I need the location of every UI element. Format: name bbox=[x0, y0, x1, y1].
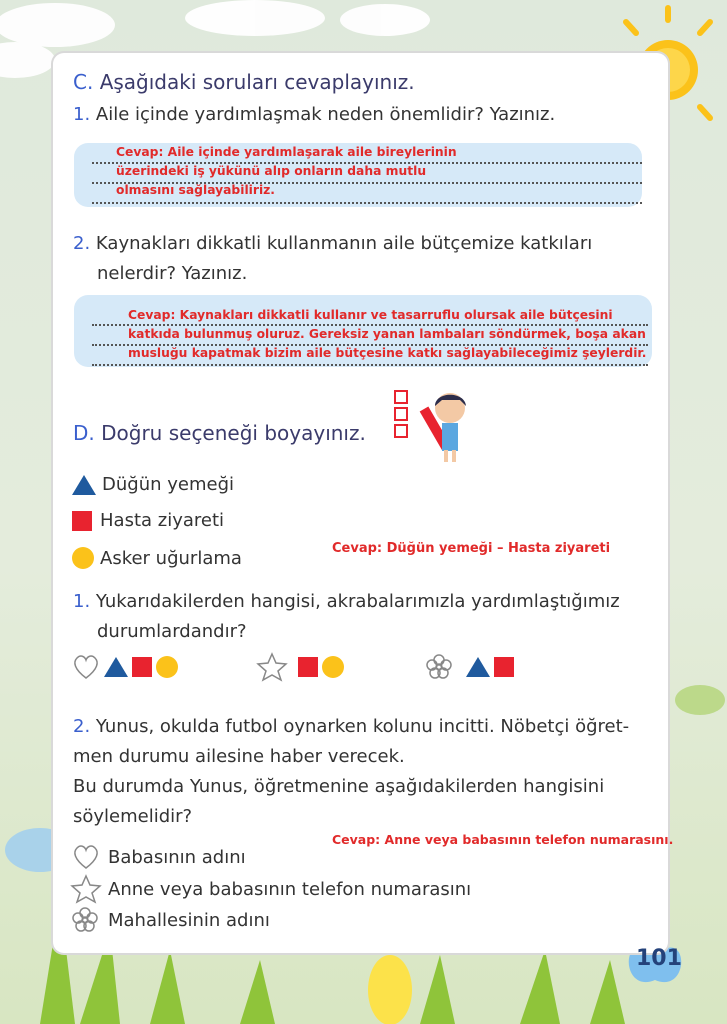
triangle-icon bbox=[466, 657, 490, 677]
circle-icon bbox=[156, 656, 178, 678]
square-icon bbox=[72, 511, 92, 531]
triangle-icon bbox=[104, 657, 128, 677]
section-c-question-1: 1. Aile içinde yardımlaşmak neden önemlidir? Yazınız. bbox=[73, 104, 556, 125]
legend-item-square: Hasta ziyareti bbox=[72, 510, 224, 531]
star-icon bbox=[256, 652, 288, 682]
flower-icon bbox=[424, 652, 454, 682]
section-d-question-2: 2. Yunus, okulda futbol oynarken kolunu incitti. Nöbetçi öğret- men durumu ailesine haber verecek. Bu durumda Yunus, öğretmenine aşağıdakilerden hangisini söylemelidir? bbox=[73, 716, 630, 827]
choice-heart[interactable]: Babasının adını bbox=[72, 844, 246, 870]
legend-item-circle: Asker uğurlama bbox=[72, 547, 242, 569]
circle-icon bbox=[322, 656, 344, 678]
section-c-question-2: 2. Kaynakları dikkatli kullanmanın aile bütçemize katkıları nelerdir? Yazınız. bbox=[73, 233, 593, 284]
star-icon bbox=[70, 874, 102, 904]
page-number: 101 bbox=[636, 946, 682, 971]
answer-option-star[interactable] bbox=[256, 652, 344, 682]
heart-icon bbox=[72, 654, 100, 680]
section-c-title: C. Aşağıdaki soruları cevaplayınız. bbox=[73, 70, 415, 94]
section-d-question-1: 1. Yukarıdakilerden hangisi, akrabalarımızla yardımlaştığımız durumlardandır? bbox=[73, 591, 620, 642]
square-icon bbox=[494, 657, 514, 677]
question-2-answer: Cevap: Anne veya babasının telefon numarasını. bbox=[332, 832, 674, 847]
dotted-line bbox=[92, 364, 648, 366]
square-icon bbox=[298, 657, 318, 677]
flower-icon bbox=[70, 905, 100, 935]
answer-text-c2: Cevap: Kaynakları dikkatli kullanır ve tasarruflu olursak aile bütçesini katkıda bulunmuş oluruz. Gereksiz yanan lambaları söndürmek, boşa akan musluğu kapatmak bizim aile bütçesine katkı sağlayabileceğimiz şeylerdir. bbox=[128, 308, 647, 360]
legend-answer: Cevap: Düğün yemeği – Hasta ziyareti bbox=[332, 541, 611, 556]
answer-option-heart[interactable] bbox=[72, 654, 178, 680]
heart-icon bbox=[72, 844, 100, 870]
legend-item-triangle: Düğün yemeği bbox=[72, 474, 234, 495]
child-with-pencil-illustration bbox=[390, 386, 480, 466]
section-d-title: D. Doğru seçeneği boyayınız. bbox=[73, 421, 366, 445]
dotted-line bbox=[92, 202, 642, 204]
answer-text-c1: Cevap: Aile içinde yardımlaşarak aile bireylerinin üzerindeki iş yükünü alıp onların daha mutlu olmasını sağlayabiliriz. bbox=[116, 145, 457, 197]
choice-flower[interactable]: Mahallesinin adını bbox=[70, 905, 270, 935]
circle-icon bbox=[72, 547, 94, 569]
answer-option-flower[interactable] bbox=[424, 652, 514, 682]
square-icon bbox=[132, 657, 152, 677]
choice-star[interactable]: Anne veya babasının telefon numarasını bbox=[70, 874, 471, 904]
triangle-icon bbox=[72, 475, 96, 495]
